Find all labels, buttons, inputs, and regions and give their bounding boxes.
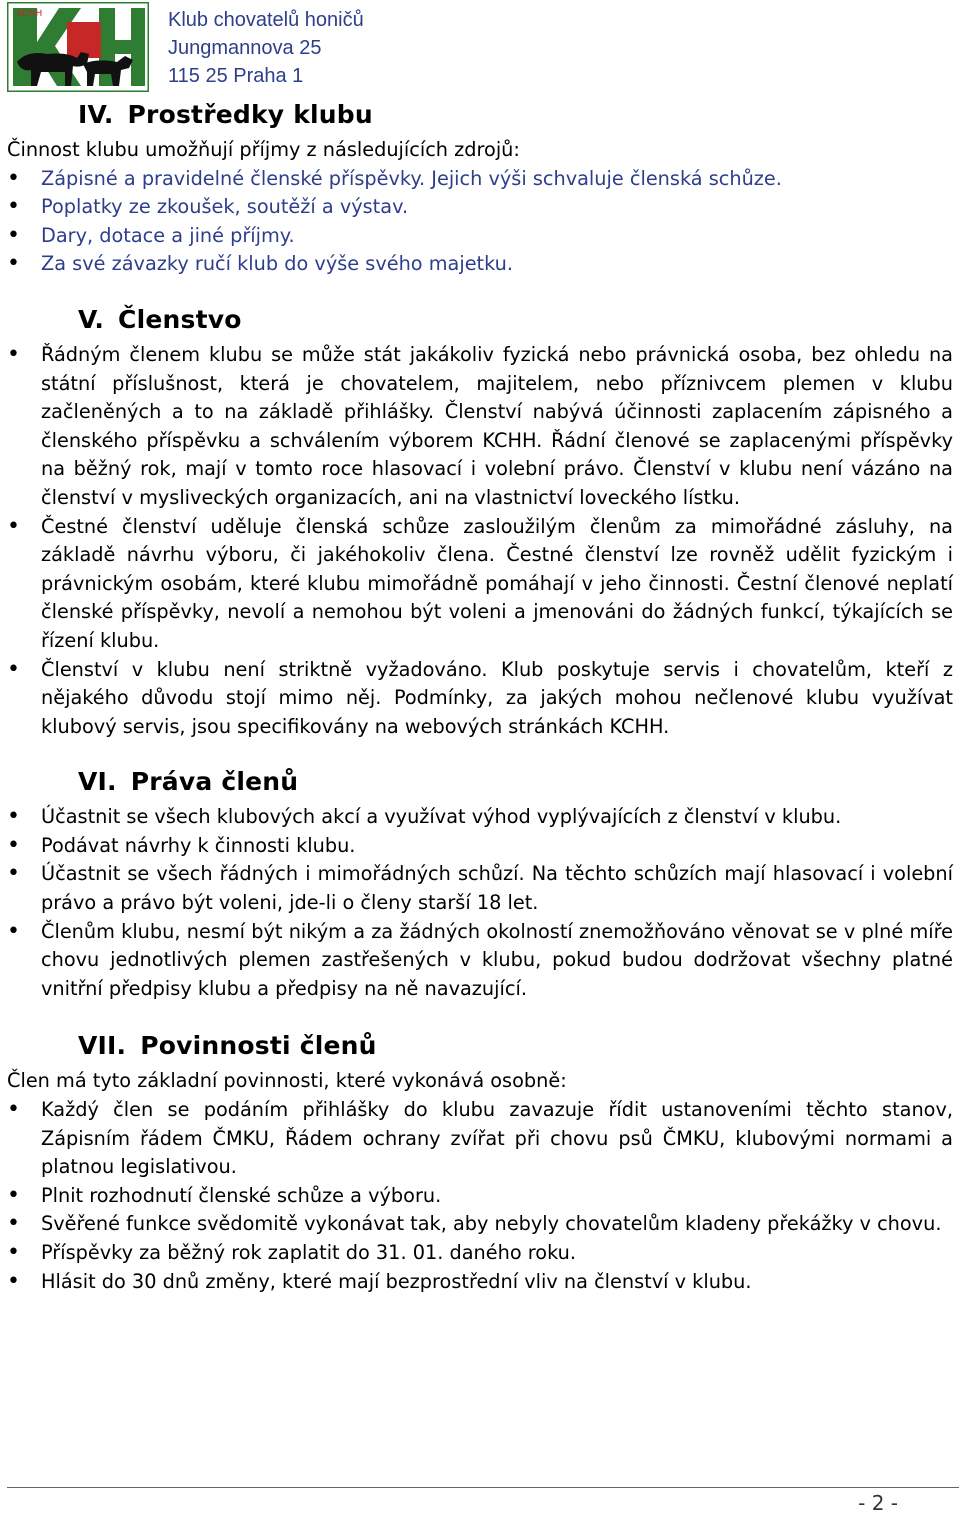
list-item: • Příspěvky za běžný rok zaplatit do 31. 01. daného roku. — [7, 1239, 953, 1268]
page-number: - 2 - — [858, 1491, 898, 1515]
section-number: V. — [78, 304, 105, 334]
list-item: • Podávat návrhy k činnosti klubu. — [7, 832, 953, 861]
section-number: VI. — [78, 767, 117, 797]
section-list — [7, 1096, 953, 1296]
section-vii — [7, 1025, 953, 1296]
section-heading — [7, 1025, 953, 1067]
section-heading — [7, 94, 953, 136]
section-title: Prostředky klubu — [127, 100, 373, 129]
list-item: • Každý člen se podáním přihlášky do klubu zavazuje řídit ustanoveními těchto stanov, Zápisním řádem ČMKU, Řádem ochrany zvířat při chovu psů ČMKU, klubovými normami a platnou legislativou. — [7, 1096, 953, 1182]
org-street: Jungmannova 25 — [168, 37, 322, 59]
section-number: IV. — [78, 100, 114, 129]
list-item: • Za své závazky ručí klub do výše svého majetku. — [7, 250, 953, 279]
section-list — [7, 803, 953, 1003]
section-heading — [7, 299, 953, 341]
list-item: • Hlásit do 30 dnů změny, které mají bezprostřední vliv na členství v klubu. — [7, 1268, 953, 1297]
section-vi — [7, 761, 953, 1003]
list-item: • Řádným členem klubu se může stát jakákoliv fyzická nebo právnická osoba, bez ohledu na státní příslušnost, která je chovatelem, majitelem, nebo příznivcem plemen v klubu začleněných a to na základě přihlášky. Členství nabývá účinnosti zaplacením zápisného a členského příspěvku a schválením výborem KCHH. Řádní členové se zaplacenými příspěvky na běžný rok, mají v tomto roce hlasovací i volební právo. Členství v klubu není vázáno na členství v mysliveckých organizacích, ani na vlastnictví loveckého lístku. — [7, 341, 953, 513]
list-item: • Plnit rozhodnutí členské schůze a výboru. — [7, 1182, 953, 1211]
page-header — [7, 2, 607, 94]
list-item: • Poplatky ze zkoušek, soutěží a výstav. — [7, 193, 953, 222]
logo-text: KCHH — [17, 9, 43, 19]
list-item: • Členům klubu, nesmí být nikým a za žádných okolností znemožňováno věnovat se v plné míře chovu jednotlivých plemen zastřešených v klubu, pokud budou dodržovat všechny platné vnitřní předpisy klubu a předpisy na ně navazující. — [7, 918, 953, 1004]
section-heading — [7, 761, 953, 803]
footer-divider — [7, 1487, 959, 1488]
section-title: Povinnosti členů — [140, 1031, 377, 1061]
section-list — [7, 165, 953, 279]
club-logo — [7, 2, 149, 92]
list-item: • Zápisné a pravidelné členské příspěvky. Jejich výši schvaluje členská schůze. — [7, 165, 953, 194]
list-item: • Dary, dotace a jiné příjmy. — [7, 222, 953, 251]
organization-address — [168, 6, 364, 90]
section-title: Práva členů — [130, 767, 299, 797]
document-body — [7, 96, 953, 1296]
list-item: • Účastnit se všech klubových akcí a využívat výhod vyplývajících z členství v klubu. — [7, 803, 953, 832]
list-item: • Svěřené funkce svědomitě vykonávat tak, aby nebyly chovatelům kladeny překážky v chovu. — [7, 1210, 953, 1239]
org-name: Klub chovatelů honičů — [168, 9, 364, 31]
section-iv — [7, 94, 953, 279]
section-intro: Člen má tyto základní povinnosti, které vykonává osobně: — [7, 1069, 567, 1093]
list-item: • Účastnit se všech řádných i mimořádných schůzí. Na těchto schůzích mají hlasovací i volební právo a právo být voleni, jde-li o členy starší 18 let. — [7, 860, 953, 917]
list-item: • Čestné členství uděluje členská schůze zasloužilým členům za mimořádné zásluhy, na základě návrhu výboru, či jakéhokoliv člena. Čestné členství lze rovněž udělit fyzickým i právnickým osobám, které klubu mimořádně pomáhají v jeho činnosti. Čestní členové neplatí členské příspěvky, nevolí a nemohou být voleni a jmenováni do žádných funkcí, týkajících se řízení klubu. — [7, 513, 953, 656]
section-list — [7, 341, 953, 741]
section-intro: Činnost klubu umožňují příjmy z následujících zdrojů: — [7, 138, 520, 161]
section-number: VII. — [78, 1031, 127, 1061]
list-item: • Členství v klubu není striktně vyžadováno. Klub poskytuje servis i chovatelům, kteří z nějakého důvodu stojí mimo něj. Podmínky, za jakých mohou nečlenové klubu využívat klubový servis, jsou specifikovány na webových stránkách KCHH. — [7, 656, 953, 742]
section-title: Členstvo — [118, 304, 242, 334]
section-v — [7, 299, 953, 741]
org-city: 115 25 Praha 1 — [168, 65, 304, 87]
